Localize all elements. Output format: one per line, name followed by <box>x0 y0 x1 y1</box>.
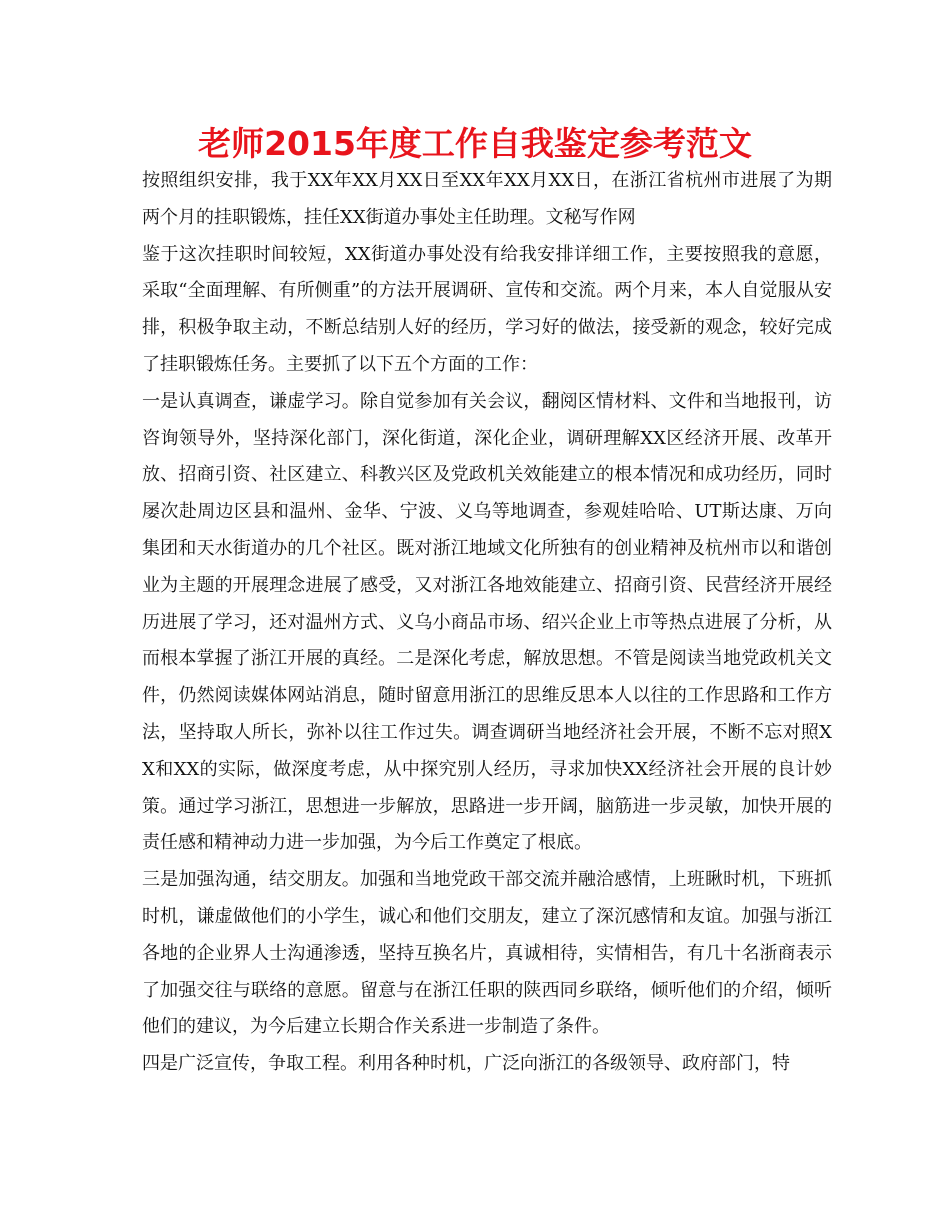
paragraph-4: 三是加强沟通，结交朋友。加强和当地党政干部交流并融洽感情，上班瞅时机，下班抓时机，谦虚做他们的小学生，诚心和他们交朋友，建立了深沉感情和友谊。加强与浙江各地的企业界人士沟通渗透，坚持互换名片，真诚相待，实情相告，有几十名浙商表示了加强交往与联络的意愿。留意与在浙江任职的陕西同乡联络，倾听他们的介绍，倾听他们的建议，为今后建立长期合作关系进一步制造了条件。 <box>142 869 832 1038</box>
paragraph-2: 鉴于这次挂职时间较短，XX街道办事处没有给我安排详细工作，主要按照我的意愿，采取“全面理解、有所侧重”的方法开展调研、宣传和交流。两个月来，本人自觉服从安排，积极争取主动，不断总结别人好的经历，学习好的做法，接受新的观念，较好完成了挂职锻炼任务。主要抓了以下五个方面的工作： <box>142 243 832 375</box>
document-title: 老师2015年度工作自我鉴定参考范文 <box>198 124 752 163</box>
document-body <box>142 163 832 1083</box>
paragraph-5: 四是广泛宣传，争取工程。利用各种时机，广泛向浙江的各级领导、政府部门，特 <box>142 1053 790 1075</box>
paragraph-1: 按照组织安排，我于XX年XX月XX日至XX年XX月XX日，在浙江省杭州市进展了为期两个月的挂职锻炼，挂任XX街道办事处主任助理。文秘写作网 <box>142 170 832 228</box>
paragraph-3: 一是认真调查，谦虚学习。除自觉参加有关会议，翻阅区情材料、文件和当地报刊，访咨询领导外，坚持深化部门，深化街道，深化企业，调研理解XX区经济开展、改革开放、招商引资、社区建立、科教兴区及党政机关效能建立的根本情况和成功经历，同时屡次赴周边区县和温州、金华、宁波、义乌等地调查，参观娃哈哈、UT斯达康、万向集团和天水街道办的几个社区。既对浙江地域文化所独有的创业精神及杭州市以和谐创业为主题的开展理念进展了感受，又对浙江各地效能建立、招商引资、民营经济开展经历进展了学习，还对温州方式、义乌小商品市场、绍兴企业上市等热点进展了分析，从而根本掌握了浙江开展的真经。二是深化考虑，解放思想。不管是阅读当地党政机关文件，仍然阅读媒体网站消息，随时留意用浙江的思维反思本人以往的工作思路和工作方法，坚持取人所长，弥补以往工作过失。调查调研当地经济社会开展，不断不忘对照XX和XX的实际，做深度考虑，从中探究别人经历，寻求加快XX经济社会开展的良计妙策。通过学习浙江，思想进一步解放，思路进一步开阔，脑筋进一步灵敏，加快开展的责任感和精神动力进一步加强，为今后工作奠定了根底。 <box>142 390 832 854</box>
